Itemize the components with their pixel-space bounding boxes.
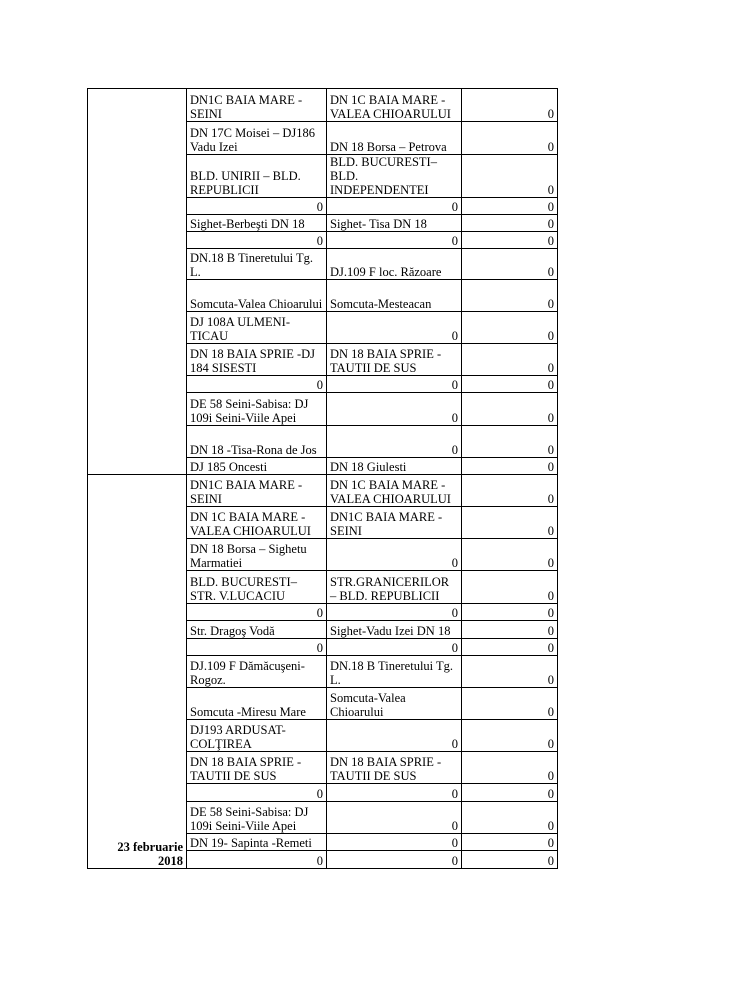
route-cell: 0 — [327, 851, 462, 869]
route-cell: Somcuta -Miresu Mare — [187, 688, 327, 720]
route-cell: 0 — [327, 834, 462, 851]
route-cell: DE 58 Seini-Sabisa: DJ 109i Seini-Viile Apei — [187, 802, 327, 834]
schedule-table — [87, 88, 558, 869]
schedule-table-body — [88, 89, 558, 869]
count-cell: 0 — [462, 834, 558, 851]
count-cell: 0 — [462, 344, 558, 376]
route-cell: 0 — [327, 376, 462, 393]
count-cell: 0 — [462, 155, 558, 198]
count-cell: 0 — [462, 621, 558, 639]
route-cell: 0 — [327, 198, 462, 215]
route-cell: DN 18 BAIA SPRIE - TAUTII DE SUS — [187, 752, 327, 784]
route-cell: 0 — [327, 720, 462, 752]
route-cell: DE 58 Seini-Sabisa: DJ 109i Seini-Viile Apei — [187, 393, 327, 426]
route-cell: 0 — [327, 604, 462, 621]
count-cell: 0 — [462, 507, 558, 539]
route-cell: BLD. BUCURESTI– STR. V.LUCACIU — [187, 571, 327, 604]
date-cell — [88, 89, 187, 475]
route-cell: DN 18 -Tisa-Rona de Jos — [187, 426, 327, 458]
count-cell: 0 — [462, 752, 558, 784]
route-cell: Str. Dragoş Vodă — [187, 621, 327, 639]
route-cell: Sighet- Tisa DN 18 — [327, 215, 462, 232]
count-cell: 0 — [462, 851, 558, 869]
route-cell: 0 — [327, 539, 462, 571]
route-cell: BLD. BUCURESTI– BLD. INDEPENDENTEI — [327, 155, 462, 198]
route-cell: Somcuta-Mesteacan — [327, 280, 462, 312]
date-cell — [88, 475, 187, 869]
route-cell: 0 — [327, 232, 462, 249]
route-cell: STR.GRANICERILOR – BLD. REPUBLICII — [327, 571, 462, 604]
count-cell: 0 — [462, 232, 558, 249]
route-cell: Somcuta-Valea Chioarului — [187, 280, 327, 312]
route-cell: 0 — [327, 802, 462, 834]
route-cell: DN 18 BAIA SPRIE -DJ 184 SISESTI — [187, 344, 327, 376]
route-cell: 0 — [187, 232, 327, 249]
route-cell: Sighet-Vadu Izei DN 18 — [327, 621, 462, 639]
route-cell: DJ.109 F loc. Răzoare — [327, 249, 462, 280]
route-cell: 0 — [327, 393, 462, 426]
route-cell: DN 17C Moisei – DJ186 Vadu Izei — [187, 122, 327, 155]
count-cell: 0 — [462, 539, 558, 571]
table-row — [88, 89, 558, 122]
route-cell: 0 — [327, 784, 462, 802]
route-cell: 0 — [187, 376, 327, 393]
route-cell: DN 1C BAIA MARE - VALEA CHIOARULUI — [187, 507, 327, 539]
route-cell: DN 19- Sapinta -Remeti — [187, 834, 327, 851]
count-cell: 0 — [462, 376, 558, 393]
count-cell: 0 — [462, 656, 558, 688]
route-cell: DN1C BAIA MARE - SEINI — [327, 507, 462, 539]
count-cell: 0 — [462, 249, 558, 280]
route-cell: DN 1C BAIA MARE - VALEA CHIOARULUI — [327, 475, 462, 507]
count-cell: 0 — [462, 639, 558, 656]
route-cell: DJ 108A ULMENI-TICAU — [187, 312, 327, 344]
route-cell: DN 18 BAIA SPRIE - TAUTII DE SUS — [327, 344, 462, 376]
count-cell: 0 — [462, 475, 558, 507]
route-cell: DN 1C BAIA MARE - VALEA CHIOARULUI — [327, 89, 462, 122]
route-cell: DN 18 Giulesti — [327, 458, 462, 475]
date-label-day: 23 februarie — [117, 840, 183, 854]
route-cell: DN1C BAIA MARE - SEINI — [187, 89, 327, 122]
route-cell: DN1C BAIA MARE - SEINI — [187, 475, 327, 507]
route-cell: DN.18 B Tineretului Tg. L. — [187, 249, 327, 280]
route-cell: 0 — [187, 851, 327, 869]
count-cell: 0 — [462, 802, 558, 834]
route-cell: 0 — [327, 426, 462, 458]
count-cell: 0 — [462, 198, 558, 215]
date-label-year: 2018 — [158, 854, 183, 868]
route-cell: DN 18 BAIA SPRIE - TAUTII DE SUS — [327, 752, 462, 784]
route-cell: DN 18 Borsa – Petrova — [327, 122, 462, 155]
count-cell: 0 — [462, 312, 558, 344]
count-cell: 0 — [462, 280, 558, 312]
route-cell: DJ193 ARDUSAT-COLŢIREA — [187, 720, 327, 752]
route-cell: DJ 185 Oncesti — [187, 458, 327, 475]
count-cell: 0 — [462, 720, 558, 752]
count-cell: 0 — [462, 571, 558, 604]
count-cell: 0 — [462, 426, 558, 458]
route-cell: DN 18 Borsa – Sighetu Marmatiei — [187, 539, 327, 571]
route-cell: 0 — [327, 312, 462, 344]
count-cell: 0 — [462, 604, 558, 621]
count-cell: 0 — [462, 122, 558, 155]
route-cell: 0 — [187, 784, 327, 802]
route-cell: 0 — [187, 639, 327, 656]
route-cell: DJ.109 F Dămăcuşeni-Rogoz. — [187, 656, 327, 688]
count-cell: 0 — [462, 215, 558, 232]
count-cell: 0 — [462, 688, 558, 720]
table-row — [88, 475, 558, 507]
count-cell: 0 — [462, 784, 558, 802]
count-cell: 0 — [462, 89, 558, 122]
count-cell: 0 — [462, 393, 558, 426]
route-cell: BLD. UNIRII – BLD. REPUBLICII — [187, 155, 327, 198]
route-cell: 0 — [327, 639, 462, 656]
route-cell: DN.18 B Tineretului Tg. L. — [327, 656, 462, 688]
route-cell: Somcuta-Valea Chioarului — [327, 688, 462, 720]
route-cell: 0 — [187, 604, 327, 621]
route-cell: Sighet-Berbeşti DN 18 — [187, 215, 327, 232]
route-cell: 0 — [187, 198, 327, 215]
count-cell: 0 — [462, 458, 558, 475]
